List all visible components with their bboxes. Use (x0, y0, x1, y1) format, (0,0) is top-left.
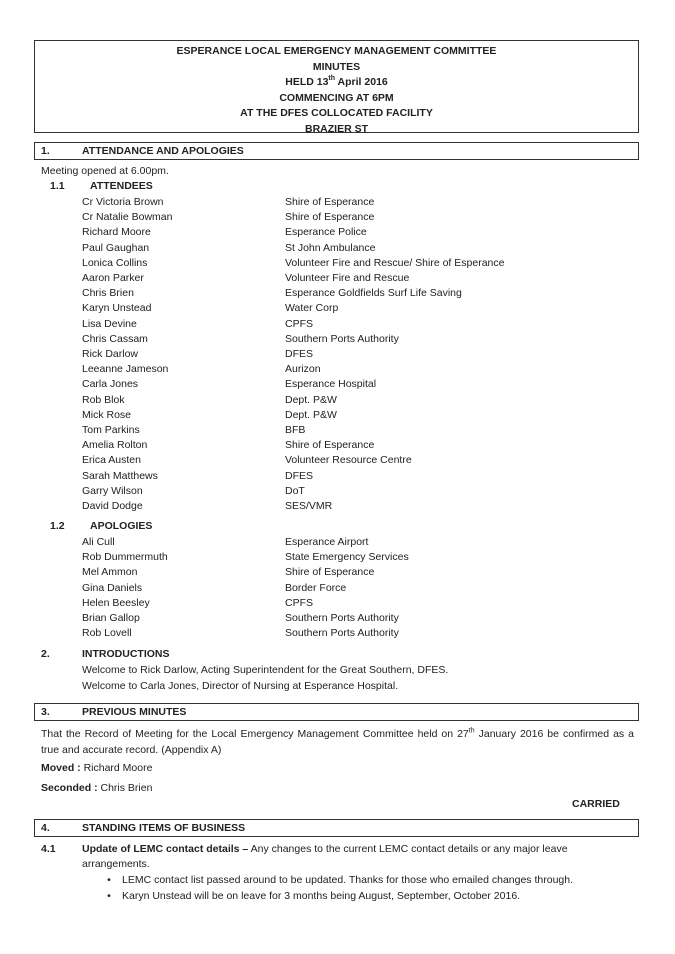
item-4-1-description: Update of LEMC contact details – Any changes to the current LEMC contact details or any major leave (82, 843, 568, 855)
attendee-row (0, 409, 675, 424)
organisation: Shire of Esperance (285, 211, 375, 224)
attendee-row (0, 242, 675, 257)
attendee-row (0, 394, 675, 409)
section-3-heading: 3. PREVIOUS MINUTES (34, 703, 639, 721)
meeting-time: COMMENCING AT 6PM (279, 91, 394, 104)
organisation: Dept. P&W (285, 393, 337, 406)
item-4-1-number: 4.1 (41, 843, 56, 855)
person-name: Paul Gaughan (82, 241, 150, 254)
person-name: Rick Darlow (82, 348, 139, 360)
person-name: Sarah Matthews (82, 469, 158, 482)
item-4-1-description-cont: arrangements. (82, 858, 150, 870)
organisation: Esperance Airport (285, 536, 369, 548)
minutes-label: MINUTES (312, 60, 361, 73)
meeting-date: HELD 13th April 2016 (285, 74, 388, 88)
introduction-line: Welcome to Carla Jones, Director of Nursing at Esperance Hospital. (82, 680, 399, 692)
bullet-icon: • (107, 890, 111, 902)
organisation: Southern Ports Authority (285, 612, 399, 624)
attendee-row (0, 470, 675, 485)
attendees-number: 1.1 (50, 180, 65, 192)
organisation: DFES (285, 348, 314, 360)
person-name: Brian Gallop (82, 612, 140, 624)
attendee-row (0, 454, 675, 469)
organisation: Volunteer Resource Centre (285, 454, 412, 467)
attendees-heading: ATTENDEES (90, 180, 153, 192)
apology-row (0, 597, 675, 612)
organisation: Southern Ports Authority (285, 332, 399, 345)
attendee-row (0, 348, 675, 363)
previous-minutes-motion: That the Record of Meeting for the Local Emergency Management Committee held on 27th January 2016 be confirmed as a true and accurate record. (Appendix A) (41, 727, 634, 756)
organisation: Shire of Esperance (285, 196, 375, 208)
person-name: Mel Ammon (82, 566, 138, 579)
section-4-heading: 4. STANDING ITEMS OF BUSINESS (34, 819, 639, 837)
introduction-line: Welcome to Rick Darlow, Acting Superintendent for the Great Southern, DFES. (82, 664, 449, 676)
attendee-row (0, 439, 675, 454)
person-name: Amelia Rolton (82, 439, 148, 452)
person-name: Lonica Collins (82, 256, 148, 269)
attendee-row (0, 257, 675, 272)
person-name: Tom Parkins (82, 424, 140, 436)
person-name: Erica Austen (82, 454, 141, 467)
person-name: Karyn Unstead (82, 302, 152, 315)
organisation: Volunteer Fire and Rescue (285, 272, 410, 284)
organisation: Border Force (285, 581, 347, 594)
organisation: DoT (285, 484, 305, 497)
meeting-venue: AT THE DFES COLLOCATED FACILITY (240, 107, 433, 119)
apology-row (0, 551, 675, 566)
organisation: SES/VMR (285, 500, 333, 512)
section-2-heading: INTRODUCTIONS (82, 648, 170, 660)
person-name: Richard Moore (82, 226, 151, 239)
organisation: Esperance Hospital (285, 378, 377, 391)
section-1-heading: 1. ATTENDANCE AND APOLOGIES (34, 142, 639, 160)
attendee-row (0, 333, 675, 348)
bullet-icon: • (107, 874, 111, 886)
person-name: Cr Victoria Brown (82, 196, 164, 208)
person-name: Aaron Parker (82, 272, 144, 284)
attendee-row (0, 272, 675, 287)
section-2-number: 2. (41, 648, 50, 660)
apology-row (0, 582, 675, 597)
organisation: Shire of Esperance (285, 439, 375, 452)
person-name: Carla Jones (82, 378, 139, 391)
attendee-row (0, 287, 675, 302)
organisation: Water Corp (285, 302, 339, 315)
person-name: David Dodge (82, 500, 143, 512)
attendee-row (0, 196, 675, 211)
person-name: Mick Rose (82, 408, 132, 421)
organisation: CPFS (285, 317, 314, 330)
organisation: DFES (285, 469, 314, 482)
apologies-number: 1.2 (50, 520, 65, 532)
person-name: Rob Dummermuth (82, 551, 168, 564)
organisation: Southern Ports Authority (285, 627, 399, 640)
attendee-row (0, 318, 675, 333)
person-name: Chris Brien (82, 287, 134, 300)
bullet-item: LEMC contact list passed around to be updated. Thanks for those who emailed changes through. (122, 874, 574, 886)
organisation: Aurizon (285, 363, 321, 376)
person-name: Chris Cassam (82, 332, 148, 345)
person-name: Helen Beesley (82, 596, 150, 609)
attendee-row (0, 302, 675, 317)
attendee-row (0, 363, 675, 378)
apologies-heading: APOLOGIES (90, 520, 153, 532)
organisation: Esperance Police (285, 226, 367, 239)
person-name: Rob Lovell (82, 627, 132, 640)
person-name: Lisa Devine (82, 317, 137, 330)
attendee-row (0, 378, 675, 393)
person-name: Garry Wilson (82, 484, 143, 497)
apology-row (0, 612, 675, 627)
attendee-row (0, 226, 675, 241)
organisation: State Emergency Services (285, 551, 409, 564)
meeting-street: BRAZIER ST (305, 122, 368, 135)
document-header (34, 40, 639, 133)
person-name: Ali Cull (82, 536, 115, 548)
person-name: Gina Daniels (82, 581, 143, 594)
organisation: Volunteer Fire and Rescue/ Shire of Esperance (285, 256, 505, 269)
person-name: Leeanne Jameson (82, 363, 169, 376)
organisation: BFB (285, 424, 306, 436)
attendee-row (0, 500, 675, 515)
attendee-row (0, 424, 675, 439)
person-name: Rob Blok (82, 393, 125, 406)
attendee-row (0, 211, 675, 226)
committee-title: ESPERANCE LOCAL EMERGENCY MANAGEMENT COMMITTEE (176, 45, 497, 57)
moved-by: Moved : Richard Moore (41, 762, 153, 774)
organisation: Esperance Goldfields Surf Life Saving (285, 287, 462, 300)
organisation: Dept. P&W (285, 408, 337, 421)
person-name: Cr Natalie Bowman (82, 211, 173, 224)
apology-row (0, 627, 675, 642)
meeting-opened: Meeting opened at 6.00pm. (41, 165, 169, 177)
apology-row (0, 566, 675, 581)
apology-row (0, 536, 675, 551)
organisation: CPFS (285, 596, 314, 609)
organisation: St John Ambulance (285, 241, 376, 254)
bullet-item: Karyn Unstead will be on leave for 3 months being August, September, October 2016. (122, 890, 521, 902)
organisation: Shire of Esperance (285, 566, 375, 579)
attendee-row (0, 485, 675, 500)
seconded-by: Seconded : Chris Brien (41, 782, 153, 794)
carried-status: CARRIED (572, 798, 620, 810)
